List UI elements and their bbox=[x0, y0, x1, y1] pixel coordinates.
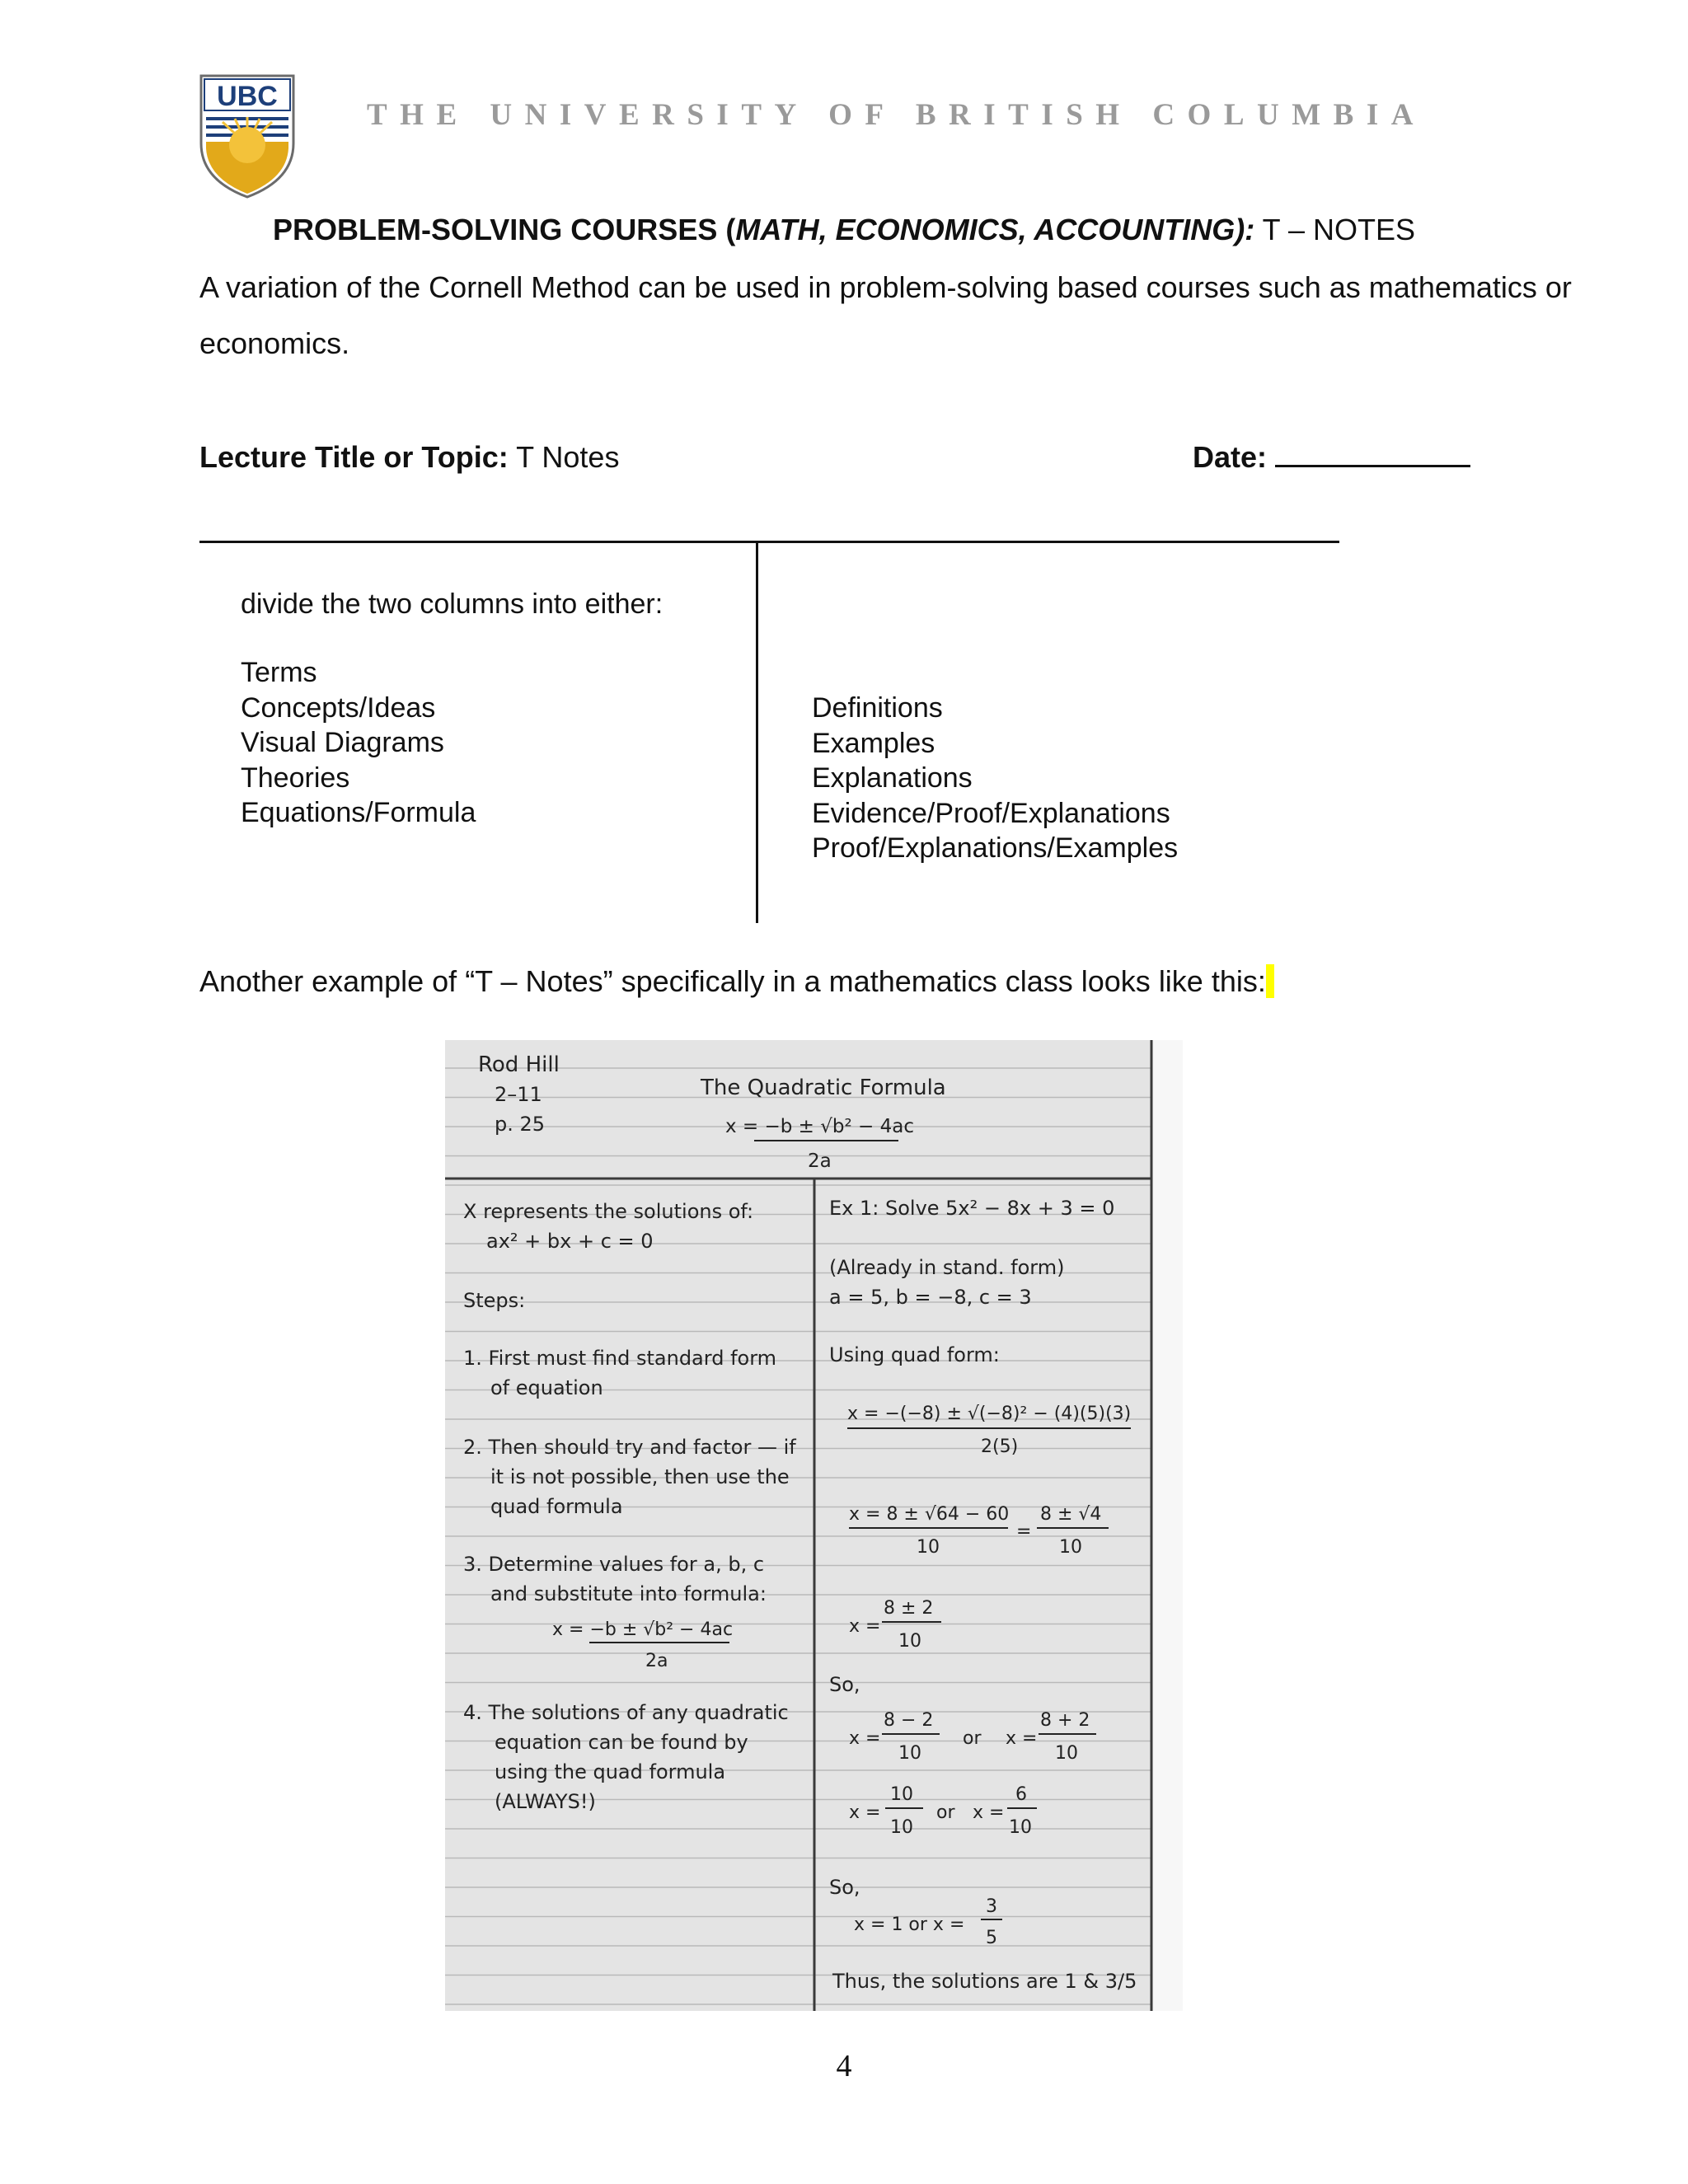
notebook-date: 2–11 bbox=[495, 1083, 542, 1106]
plus-top: 8 + 2 bbox=[1040, 1710, 1090, 1731]
t-notes-horizontal-rule bbox=[199, 541, 1339, 543]
sub-top: x = −(−8) ± √(−8)² − (4)(5)(3) bbox=[847, 1404, 1132, 1424]
intro-line-2: economics. bbox=[199, 326, 350, 360]
simp-top-2: 8 ± √4 bbox=[1040, 1504, 1102, 1525]
title-formula-bottom: 2a bbox=[808, 1151, 832, 1172]
heading-italic: MATH, ECONOMICS, ACCOUNTING): bbox=[735, 213, 1255, 246]
ten-x: x = bbox=[849, 1802, 881, 1823]
simp-bottom-1: 10 bbox=[917, 1537, 940, 1558]
list-item: Examples bbox=[812, 727, 935, 759]
plus-bottom: 10 bbox=[1055, 1743, 1078, 1764]
date-field bbox=[1193, 440, 1470, 475]
step-4d: (ALWAYS!) bbox=[495, 1790, 596, 1813]
t-notes-instruction: divide the two columns into either: bbox=[241, 588, 663, 620]
final-top: 3 bbox=[986, 1896, 997, 1917]
heading-bold: PROBLEM-SOLVING COURSES ( bbox=[272, 213, 736, 246]
minus-x: x = bbox=[849, 1728, 881, 1749]
ten-bottom: 10 bbox=[890, 1817, 913, 1838]
step-3a: 3. Determine values for a, b, c bbox=[463, 1553, 765, 1576]
list-item: Explanations bbox=[812, 762, 973, 794]
pm-bottom: 10 bbox=[898, 1631, 921, 1652]
heading-rest: T – NOTES bbox=[1254, 213, 1416, 246]
page-heading bbox=[0, 213, 1688, 247]
pm-top: 8 ± 2 bbox=[884, 1598, 934, 1619]
list-item: Theories bbox=[241, 762, 350, 794]
list-item: Visual Diagrams bbox=[241, 727, 444, 758]
step-4a: 4. The solutions of any quadratic bbox=[463, 1701, 789, 1724]
list-item: Proof/Explanations/Examples bbox=[812, 832, 1179, 864]
right-using: Using quad form: bbox=[829, 1343, 1000, 1366]
steps-label: Steps: bbox=[463, 1289, 526, 1312]
ubc-crest-logo bbox=[198, 73, 297, 200]
six-top: 6 bbox=[1015, 1784, 1027, 1805]
final-bottom: 5 bbox=[986, 1928, 997, 1948]
notebook-title: The Quadratic Formula bbox=[701, 1076, 946, 1100]
plus-x: x = bbox=[1006, 1728, 1038, 1749]
step-3b: and substitute into formula: bbox=[490, 1582, 767, 1605]
final-left: x = 1 or x = bbox=[854, 1915, 965, 1935]
left-column-list bbox=[241, 655, 476, 831]
simp-top-1: x = 8 ± √64 − 60 bbox=[849, 1504, 1010, 1525]
step-4b: equation can be found by bbox=[495, 1731, 748, 1754]
topic-label: Lecture Title or Topic: bbox=[199, 440, 509, 474]
right-ex1: Ex 1: Solve 5x² − 8x + 3 = 0 bbox=[829, 1197, 1115, 1220]
step-2b: it is not possible, then use the bbox=[490, 1465, 790, 1488]
left-line-1: X represents the solutions of: bbox=[463, 1200, 754, 1223]
step-3-formula-top: x = −b ± √b² − 4ac bbox=[552, 1619, 734, 1640]
six-x: x = bbox=[973, 1802, 1005, 1823]
example-intro: Another example of “T – Notes” specifically in a mathematics class looks like this: bbox=[199, 964, 1274, 999]
minus-bottom: 10 bbox=[898, 1743, 921, 1764]
six-bottom: 10 bbox=[1009, 1817, 1032, 1838]
list-item: Equations/Formula bbox=[241, 797, 476, 828]
simp-bottom-2: 10 bbox=[1059, 1537, 1082, 1558]
topic-value: T Notes bbox=[508, 440, 620, 474]
step-2a: 2. Then should try and factor — if bbox=[463, 1436, 796, 1459]
title-formula-top: x = −b ± √b² − 4ac bbox=[725, 1116, 915, 1137]
crest-lettering: UBC bbox=[217, 81, 278, 112]
ten-top: 10 bbox=[890, 1784, 913, 1805]
step-1b: of equation bbox=[490, 1376, 603, 1399]
minus-top: 8 − 2 bbox=[884, 1710, 934, 1731]
step-1a: 1. First must find standard form bbox=[463, 1347, 777, 1370]
right-already: (Already in stand. form) bbox=[829, 1256, 1065, 1279]
or-2: or bbox=[936, 1802, 955, 1823]
left-line-2: ax² + bx + c = 0 bbox=[486, 1230, 654, 1253]
sub-bottom: 2(5) bbox=[981, 1436, 1019, 1457]
highlight-mark bbox=[1266, 964, 1274, 998]
list-item: Evidence/Proof/Explanations bbox=[812, 797, 1170, 829]
so-2: So, bbox=[829, 1876, 860, 1899]
pm-x: x = bbox=[849, 1616, 881, 1637]
simp-equals: = bbox=[1016, 1521, 1032, 1542]
step-3-formula-bottom: 2a bbox=[645, 1651, 668, 1671]
list-item: Terms bbox=[241, 657, 317, 688]
notebook-name: Rod Hill bbox=[478, 1052, 560, 1077]
thus-line: Thus, the solutions are 1 & 3/5 bbox=[832, 1970, 1137, 1993]
so-1: So, bbox=[829, 1673, 860, 1696]
list-item: Concepts/Ideas bbox=[241, 691, 436, 724]
notebook-page: p. 25 bbox=[495, 1113, 546, 1136]
right-column-list bbox=[812, 691, 1178, 866]
notebook-photo bbox=[445, 1040, 1183, 2011]
date-label: Date: bbox=[1193, 440, 1268, 474]
date-blank-line bbox=[1275, 440, 1470, 467]
step-4c: using the quad formula bbox=[495, 1760, 726, 1783]
page-number: 4 bbox=[836, 2049, 852, 2083]
step-2c: quad formula bbox=[490, 1495, 623, 1518]
right-values: a = 5, b = −8, c = 3 bbox=[829, 1286, 1032, 1309]
intro-line-1: A variation of the Cornell Method can be used in problem-solving based courses such as mathematics or bbox=[199, 270, 1572, 304]
list-item: Definitions bbox=[812, 692, 943, 724]
or-1: or bbox=[963, 1728, 982, 1749]
university-name: THE UNIVERSITY OF BRITISH COLUMBIA bbox=[367, 98, 1426, 132]
t-notes-vertical-rule bbox=[756, 541, 758, 923]
lecture-topic bbox=[199, 440, 619, 475]
